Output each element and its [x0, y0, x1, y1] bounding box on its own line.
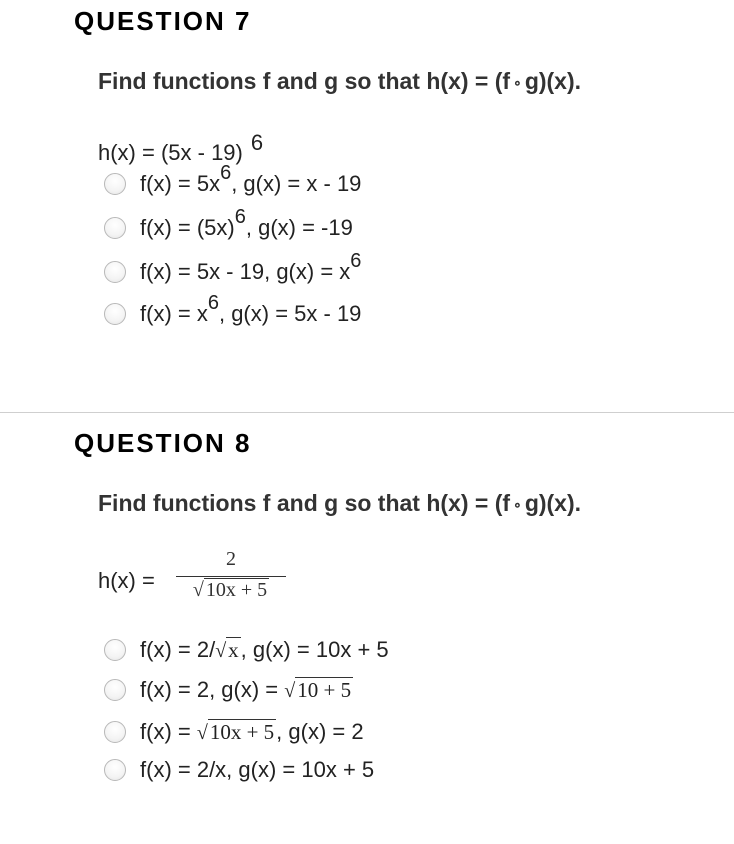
h-exponent: 6 [250, 130, 264, 155]
option-exponent: 6 [207, 292, 219, 314]
option-label [140, 292, 362, 327]
option-text: f(x) = [140, 719, 197, 744]
radio-button[interactable] [104, 759, 126, 781]
q7-option-1[interactable] [104, 162, 362, 200]
sqrt-expression [215, 638, 240, 662]
radicand: 10 + 5 [297, 678, 352, 702]
option-text-rest: , g(x) = 10x + 5 [240, 637, 389, 662]
q8-option-2[interactable] [104, 674, 353, 706]
sqrt-icon: √ [196, 722, 208, 744]
option-label [140, 162, 362, 197]
prompt-text: Find functions f and g so that h(x) = (f [98, 490, 511, 516]
option-text: f(x) = 2/ [140, 637, 216, 662]
option-text: f(x) = (5x) [140, 215, 235, 240]
q8-option-1[interactable] [104, 634, 389, 666]
option-label [140, 637, 389, 663]
option-text: f(x) = 2, g(x) = [140, 677, 285, 702]
question-7-title: QUESTION 7 [74, 6, 252, 36]
question-8-title: QUESTION 8 [74, 428, 252, 458]
radicand: 10x + 5 [205, 579, 268, 601]
fraction-numerator: 2 [226, 548, 236, 570]
option-text-rest: , g(x) = 5x - 19 [218, 301, 362, 326]
prompt-text-end: g)(x). [524, 68, 582, 94]
option-text-rest: , g(x) = x - 19 [231, 171, 362, 196]
sqrt-icon: √ [284, 680, 296, 702]
fraction-bar [176, 576, 286, 577]
radio-button[interactable] [104, 679, 126, 701]
option-exponent: 6 [234, 206, 246, 228]
option-label [140, 719, 364, 745]
option-exponent: 6 [350, 250, 362, 272]
h-fraction [176, 548, 286, 602]
option-label: f(x) = 2/x, g(x) = 10x + 5 [140, 757, 375, 782]
prompt-text-end: g)(x). [524, 490, 582, 516]
option-text: f(x) = 5x - 19, g(x) = x [140, 259, 351, 284]
q8-option-4[interactable] [104, 754, 374, 786]
option-label [140, 677, 353, 703]
h-expression: h(x) = (5x - 19) [98, 140, 243, 165]
q8-option-3[interactable] [104, 716, 364, 748]
q7-option-2[interactable] [104, 206, 353, 244]
prompt-text: Find functions f and g so that h(x) = (f [98, 68, 511, 94]
radio-button[interactable] [104, 261, 126, 283]
question-7-h-definition [98, 130, 264, 166]
sqrt-expression [284, 678, 353, 702]
radio-button[interactable] [104, 217, 126, 239]
fraction-denominator [193, 579, 269, 602]
sqrt-icon: √ [192, 579, 204, 601]
question-8-prompt [98, 490, 581, 517]
sqrt-expression [197, 720, 276, 744]
question-8-h-label: h(x) = [98, 568, 155, 593]
option-text: f(x) = x [140, 301, 208, 326]
option-label [140, 250, 362, 285]
option-exponent: 6 [220, 162, 232, 184]
question-7-prompt [98, 68, 581, 95]
radio-button[interactable] [104, 721, 126, 743]
option-text: f(x) = 5x [140, 171, 221, 196]
q7-option-3[interactable] [104, 250, 362, 288]
section-divider [0, 412, 734, 413]
composition-operator: ∘ [513, 496, 522, 513]
radio-button[interactable] [104, 303, 126, 325]
composition-operator: ∘ [513, 74, 522, 91]
sqrt-icon: √ [215, 640, 227, 662]
radicand: 10x + 5 [209, 720, 275, 744]
radio-button[interactable] [104, 639, 126, 661]
radicand: x [228, 638, 239, 662]
radio-button[interactable] [104, 173, 126, 195]
q7-option-4[interactable] [104, 292, 362, 330]
option-label [140, 206, 353, 241]
option-text-rest: , g(x) = -19 [245, 215, 353, 240]
option-text-rest: , g(x) = 2 [276, 719, 364, 744]
